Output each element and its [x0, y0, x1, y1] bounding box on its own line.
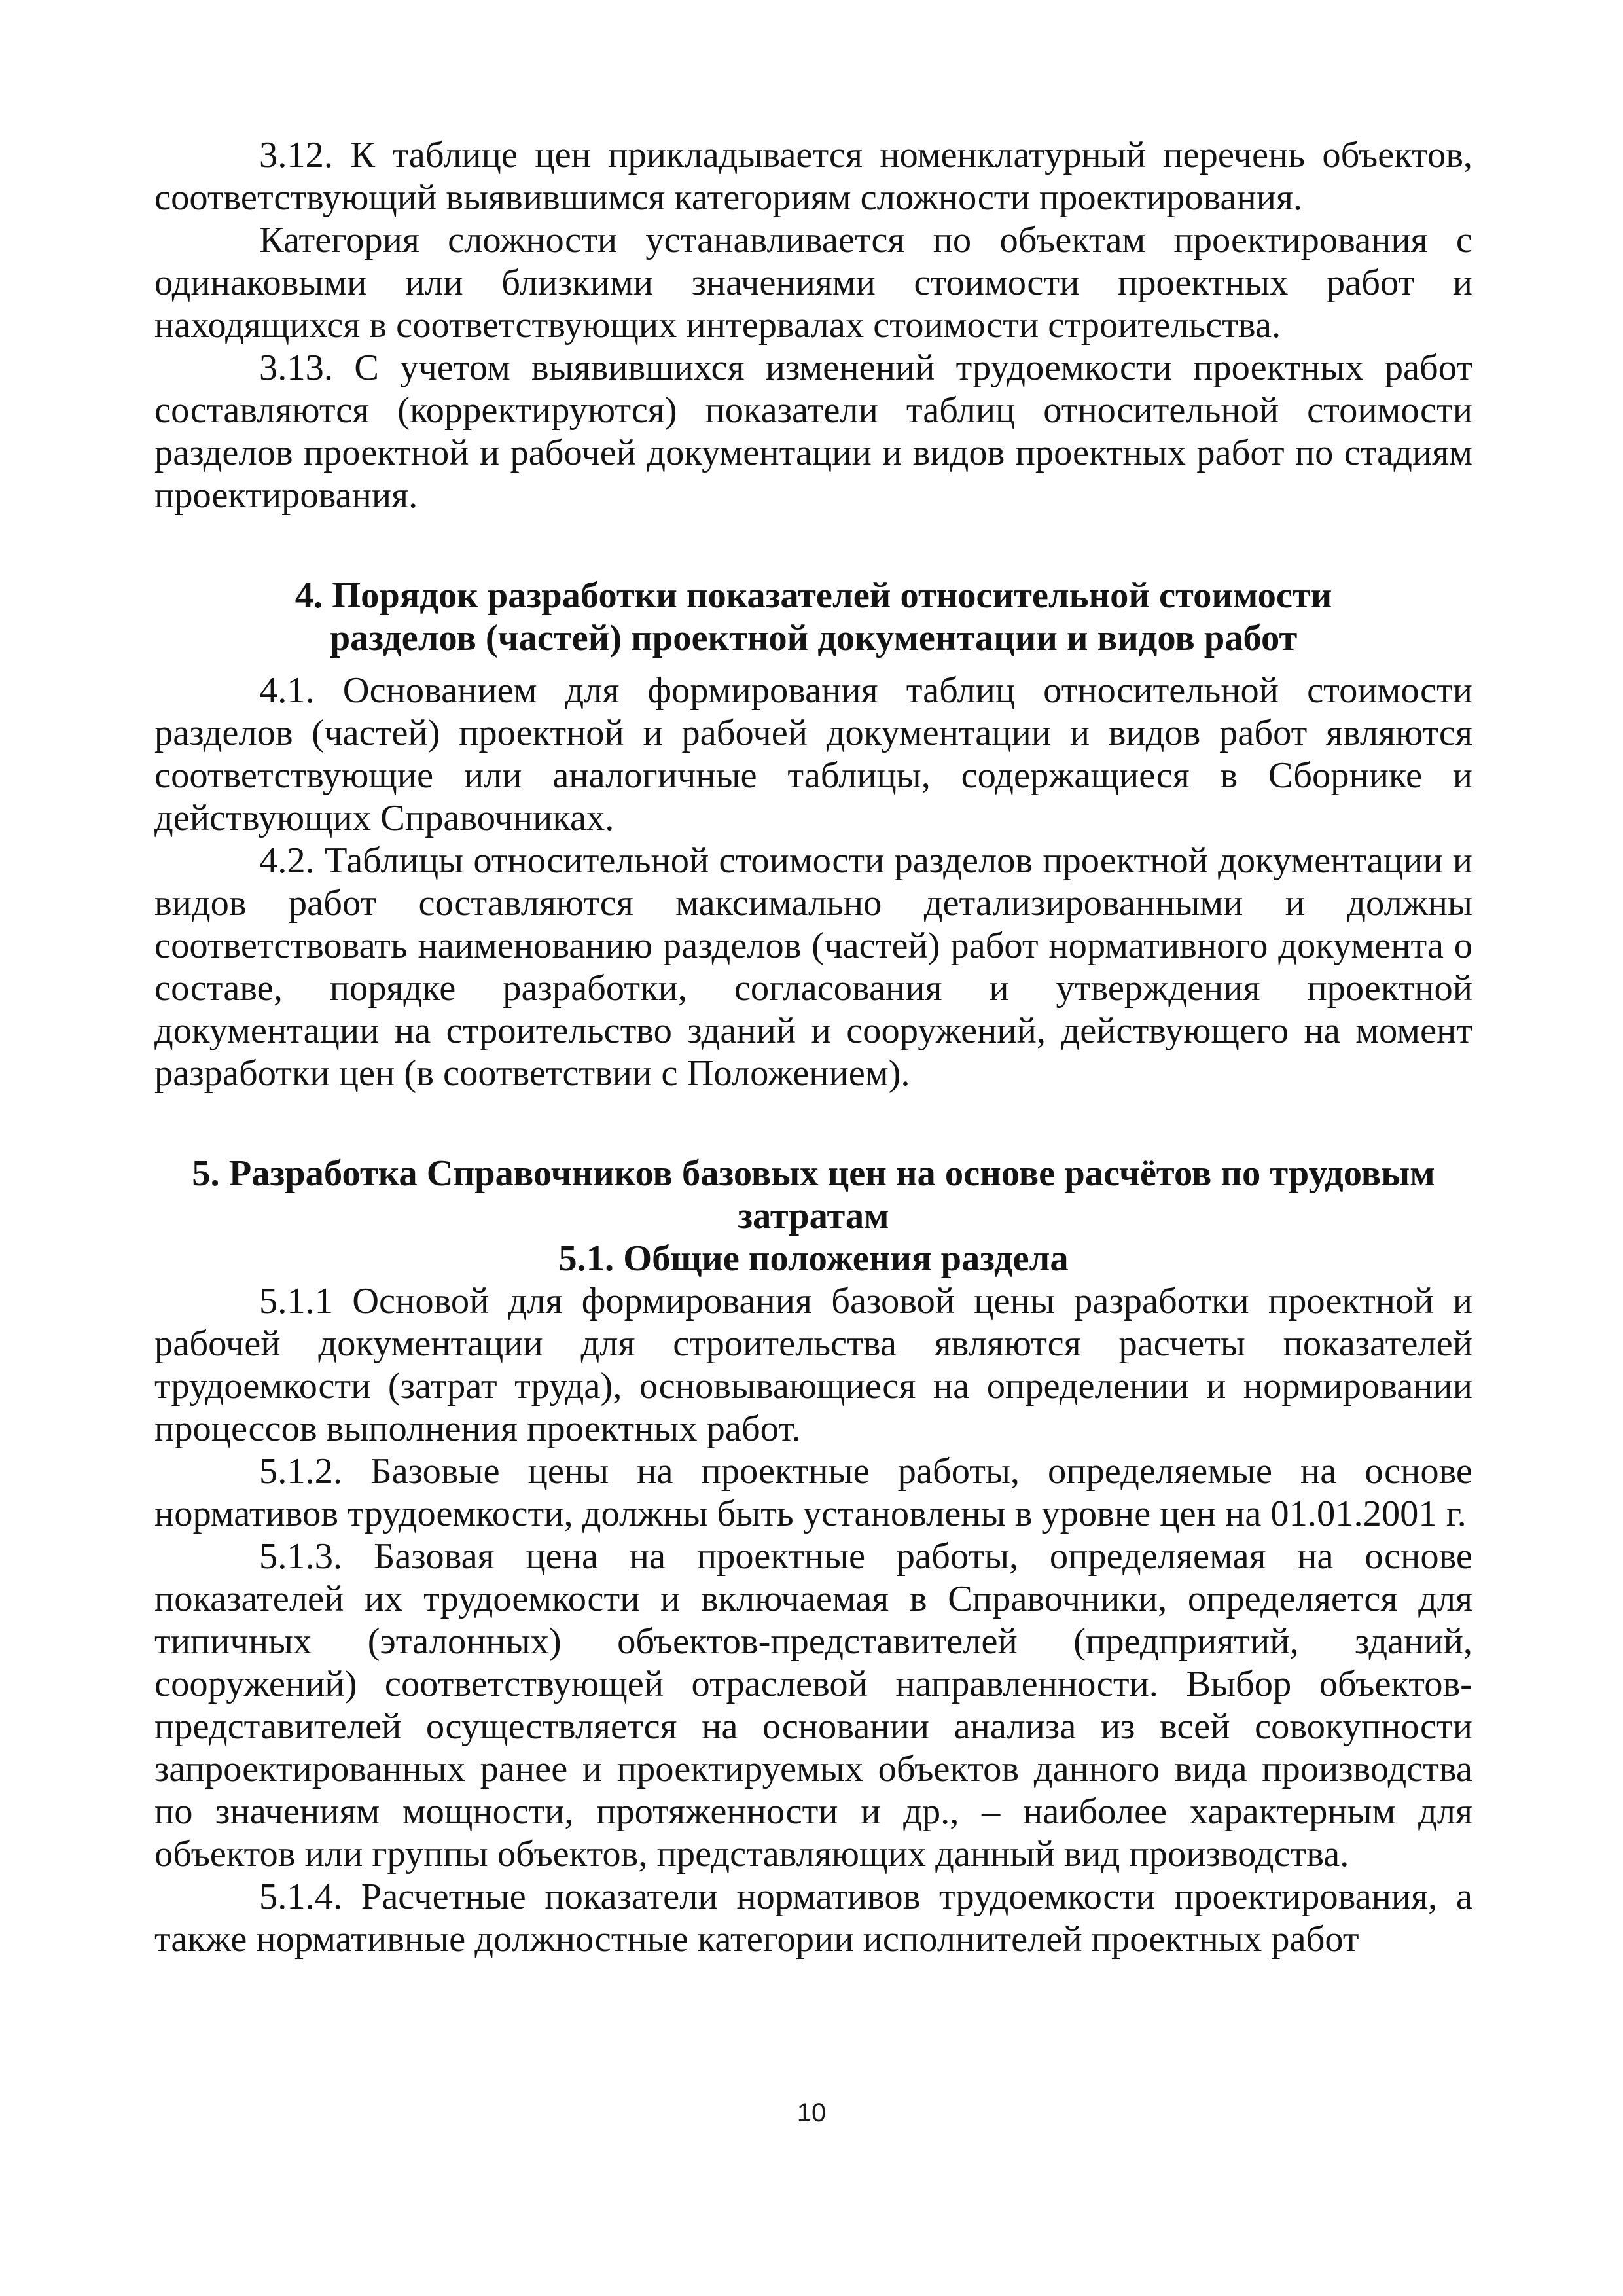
paragraph-4-2: 4.2. Таблицы относительной стоимости разделов проектной документации и видов работ составляются максимально детализированными и должны соответствовать наименованию разделов (частей) работ нормативного документа о составе, порядке разработки, согласования и утверждения проектной документации на строительство зданий и сооружений, действующего на момент разработки цен (в соответствии с Положением).: [154, 840, 1472, 1094]
document-page: [154, 134, 1472, 1961]
paragraph-5-1-1: 5.1.1 Основой для формирования базовой цены разработки проектной и рабочей документации для строительства являются расчеты показателей трудоемкости (затрат труда), основывающиеся на определении и нормировании процессов выполнения проектных работ.: [154, 1281, 1472, 1449]
section-5-1-subheading: 5.1. Общие положения раздела: [558, 1238, 1069, 1279]
paragraph-5-1-3: 5.1.3. Базовая цена на проектные работы, определяемая на основе показателей их трудоемкости и включаемая в Справочники, определяется для типичных (эталонных) объектов-представителей (предприятий, зданий, сооружений) соответствующей отраслевой направленности. Выбор объектов-представителей осуществляется на основании анализа из всей совокупности запроектированных ранее и проектируемых объектов данного вида производства по значениям мощности, протяженности и др., – наиболее характерным для объектов или группы объектов, представляющих данный вид производства.: [154, 1536, 1472, 1874]
section-5-heading: 5. Разработка Справочников базовых цен на основе расчётов по трудовым затратам: [192, 1153, 1435, 1236]
section-4-heading-line-2: разделов (частей) проектной документации и видов работ: [329, 618, 1298, 658]
paragraph-4-1: 4.1. Основанием для формирования таблиц относительной стоимости разделов (частей) проектной и рабочей документации и видов работ являются соответствующие или аналогичные таблицы, содержащиеся в Сборнике и действующих Справочниках.: [154, 670, 1472, 838]
paragraph-5-1-2: 5.1.2. Базовые цены на проектные работы, определяемые на основе нормативов трудоемкости, должны быть установлены в уровне цен на 01.01.2001 г.: [154, 1451, 1472, 1534]
section-4-heading-line-1: 4. Порядок разработки показателей относительной стоимости: [294, 575, 1332, 616]
paragraph-3-13: 3.13. С учетом выявившихся изменений трудоемкости проектных работ составляются (корректируются) показатели таблиц относительной стоимости разделов проектной и рабочей документации и видов проектных работ по стадиям проектирования.: [154, 348, 1472, 516]
page-number: 10: [796, 2098, 827, 2127]
paragraph-complexity-category: Категория сложности устанавливается по объектам проектирования с одинаковыми или близкими значениями стоимости проектных работ и находящихся в соответствующих интервалах стоимости строительства.: [154, 220, 1472, 346]
section-4-heading: [154, 575, 1472, 660]
paragraph-3-12: 3.12. К таблице цен прикладывается номенклатурный перечень объектов, соответствующий выявившимся категориям сложности проектирования.: [154, 135, 1472, 218]
section-5: [154, 1153, 1472, 1961]
section-4-body: [154, 670, 1472, 1095]
paragraph-5-1-4: 5.1.4. Расчетные показатели нормативов трудоемкости проектирования, а также нормативные должностные категории исполнителей проектных работ: [154, 1876, 1472, 1960]
